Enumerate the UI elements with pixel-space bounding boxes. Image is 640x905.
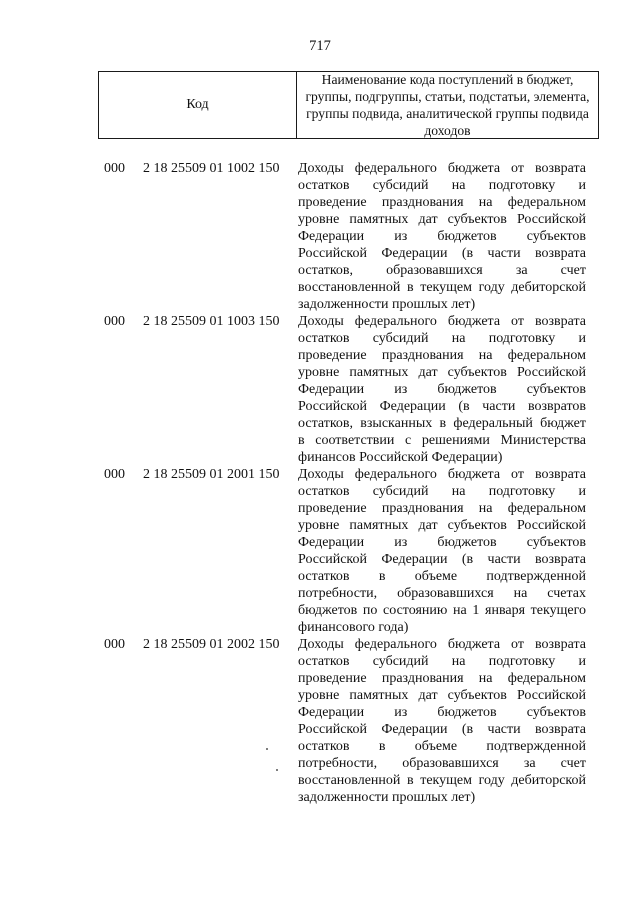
- scan-speck: [266, 748, 268, 750]
- description-line: остатков, взысканных в федеральный бюджет: [298, 416, 586, 431]
- description-line: потребности, образовавшихся на счетах: [298, 586, 586, 601]
- revenue-description: [298, 636, 586, 806]
- description-line: остатков субсидий на подготовку и: [298, 178, 586, 193]
- header-name-cell: Наименование кода поступлений в бюджет, группы, подгруппы, статьи, подстатьи, элемента, группы подвида, аналитической группы подвида доходов: [305, 72, 590, 138]
- admin-code: 000: [104, 314, 125, 329]
- description-line: в соответствии с решениями Министерства: [298, 433, 586, 448]
- description-line: задолженности прошлых лет): [298, 790, 476, 805]
- description-line: остатков в объеме подтвержденной: [298, 569, 586, 584]
- description-line: остатков, образовавшихся за счет: [298, 263, 586, 278]
- revenue-code: 2 18 25509 01 1003 150: [143, 314, 280, 329]
- revenue-description: [298, 313, 586, 466]
- description-line: проведение празднования на федеральном: [298, 671, 586, 686]
- description-line: восстановленной в текущем году дебиторской: [298, 773, 586, 788]
- description-line: уровне памятных дат субъектов Российской: [298, 688, 586, 703]
- description-line: Федерации из бюджетов субъектов: [298, 705, 586, 720]
- table-body: [0, 160, 640, 806]
- description-line: остатков субсидий на подготовку и: [298, 654, 586, 669]
- description-line: Российской Федерации (в части возврата: [298, 552, 586, 567]
- description-line: бюджетов по состоянию на 1 января текущего: [298, 603, 586, 618]
- revenue-code: 2 18 25509 01 2002 150: [143, 637, 280, 652]
- table-row: [0, 636, 640, 806]
- description-line: проведение празднования на федеральном: [298, 348, 586, 363]
- description-line: Российской Федерации (в части возврата: [298, 722, 586, 737]
- description-line: остатков субсидий на подготовку и: [298, 484, 586, 499]
- description-line: проведение празднования на федеральном: [298, 195, 586, 210]
- description-line: уровне памятных дат субъектов Российской: [298, 518, 586, 533]
- admin-code: 000: [104, 161, 125, 176]
- description-line: Российской Федерации (в части возвратов: [298, 399, 586, 414]
- table-header: [98, 71, 599, 139]
- description-line: Федерации из бюджетов субъектов: [298, 382, 586, 397]
- description-line: Доходы федерального бюджета от возврата: [298, 467, 586, 482]
- table-row: [0, 160, 640, 313]
- description-line: финансов Российской Федерации): [298, 450, 503, 465]
- description-line: Федерации из бюджетов субъектов: [298, 229, 586, 244]
- revenue-description: [298, 160, 586, 313]
- scan-speck: [276, 769, 278, 771]
- revenue-code: 2 18 25509 01 1002 150: [143, 161, 280, 176]
- description-line: Доходы федерального бюджета от возврата: [298, 637, 586, 652]
- description-line: задолженности прошлых лет): [298, 297, 476, 312]
- description-line: Доходы федерального бюджета от возврата: [298, 161, 586, 176]
- description-line: Федерации из бюджетов субъектов: [298, 535, 586, 550]
- revenue-description: [298, 466, 586, 636]
- description-line: уровне памятных дат субъектов Российской: [298, 212, 586, 227]
- description-line: финансового года): [298, 620, 409, 635]
- description-line: проведение празднования на федеральном: [298, 501, 586, 516]
- page-number: 717: [309, 38, 331, 54]
- description-line: Российской Федерации (в части возврата: [298, 246, 586, 261]
- admin-code: 000: [104, 637, 125, 652]
- description-line: остатков субсидий на подготовку и: [298, 331, 586, 346]
- revenue-code: 2 18 25509 01 2001 150: [143, 467, 280, 482]
- header-code-cell: Код: [99, 72, 297, 138]
- description-line: потребности, образовавшихся за счет: [298, 756, 586, 771]
- table-row: [0, 466, 640, 636]
- description-line: восстановленной в текущем году дебиторской: [298, 280, 586, 295]
- description-line: уровне памятных дат субъектов Российской: [298, 365, 586, 380]
- table-row: [0, 313, 640, 466]
- description-line: Доходы федерального бюджета от возврата: [298, 314, 586, 329]
- admin-code: 000: [104, 467, 125, 482]
- description-line: остатков в объеме подтвержденной: [298, 739, 586, 754]
